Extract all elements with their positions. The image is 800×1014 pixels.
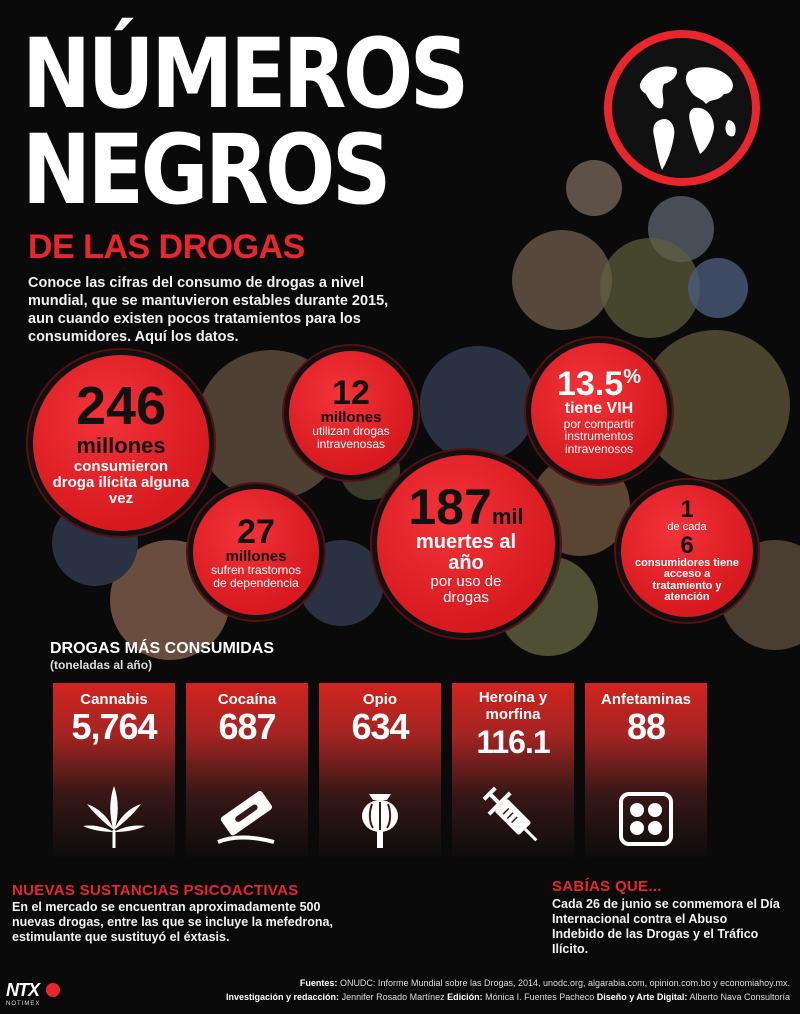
ntx-logo xyxy=(6,980,66,1010)
pills-icon xyxy=(611,782,681,852)
drugs-heading: DROGAS MÁS CONSUMIDAS xyxy=(50,640,275,657)
sources-label: Fuentes: xyxy=(299,978,338,988)
edition-text: Mónica I. Fuentes Pacheco xyxy=(485,992,595,1002)
stat-246-millones xyxy=(28,350,214,536)
logo-text: NTX xyxy=(6,980,39,1000)
drug-card-cannabis xyxy=(53,683,175,858)
stat-unit: millones xyxy=(320,408,382,426)
drug-value: 116.1 xyxy=(476,724,550,760)
stat-text: consumidores tiene acceso a xyxy=(635,556,739,581)
drug-card-cocaina xyxy=(186,683,308,858)
footer-sources xyxy=(300,978,790,988)
stat-number: 187 xyxy=(408,479,492,536)
drug-value: 687 xyxy=(218,706,276,747)
stat-text: utilizan drogas intravenosas xyxy=(312,423,390,451)
decor-bubble xyxy=(512,230,612,330)
stat-text: consumieron droga ilícita alguna vez xyxy=(52,458,190,507)
decor-bubble xyxy=(600,238,700,338)
subtitle: DE LAS DROGAS xyxy=(28,228,305,266)
decor-bubble xyxy=(566,160,622,216)
sabias-heading: SABÍAS QUE... xyxy=(552,878,662,895)
edition-label: Edición: xyxy=(447,992,483,1002)
research-label: Investigación y redacción: xyxy=(226,992,340,1002)
poppy-pod-icon xyxy=(345,782,415,852)
stat-unit: millones xyxy=(76,433,166,459)
stat-27-millones xyxy=(188,484,324,620)
drug-value: 634 xyxy=(351,706,409,747)
drug-name: Cannabis xyxy=(80,691,148,708)
stat-number: 12 xyxy=(332,373,370,412)
stat-number-1: 1 xyxy=(680,496,694,524)
logo-dot-icon xyxy=(46,983,60,997)
logo-subtext: NOTIMEX xyxy=(6,1001,41,1007)
drug-name: Opio xyxy=(362,691,398,708)
stat-number: 27 xyxy=(237,512,275,551)
stat-pct: % xyxy=(623,365,641,388)
stat-1-de-cada-6 xyxy=(616,480,758,622)
stat-unit: muertes al año xyxy=(415,531,517,575)
title-line-1: NÚMEROS xyxy=(22,18,466,130)
drugs-subheading: (toneladas al año) xyxy=(50,658,153,672)
stat-number-2: 6 xyxy=(680,531,694,559)
footer-credits xyxy=(226,992,790,1002)
syringe-icon xyxy=(478,782,548,852)
nuevas-text: En el mercado se encuentran aproximadamente 500 nuevas drogas, entre las que se incluye la mefedrona, estimulante que sustituyó el éxtasis. xyxy=(12,900,333,944)
title-line-2: NEGROS xyxy=(22,114,388,226)
stat-13-5-vih xyxy=(526,338,672,484)
stat-number: 246 xyxy=(75,376,167,437)
stat-mid: de cada xyxy=(667,521,707,534)
stat-unit: tiene VIH xyxy=(564,399,634,417)
stat-text-2: tratamiento y atención xyxy=(652,579,722,604)
drug-name: Heroína y morfina xyxy=(478,689,548,723)
sources-text: ONUDC: Informe Mundial sobre las Drogas, 2014, unodc.org, algarabia.com, opinion.com.bo y economiahoy.mx. xyxy=(339,978,790,988)
razor-blade-icon xyxy=(212,782,282,852)
intro-text: Conoce las cifras del consumo de drogas a nivel mundial, que se mantuvieron estables durante 2015, aun cuando existen pocos tratamientos para los consumidores. Aquí los datos. xyxy=(28,275,389,345)
stat-12-millones xyxy=(284,346,418,480)
nuevas-heading: NUEVAS SUSTANCIAS PSICOACTIVAS xyxy=(12,882,299,899)
decor-bubble xyxy=(420,346,536,462)
sabias-text: Cada 26 de junio se conmemora el Día Internacional contra el Abuso Indebido de las Drogas y el Tráfico Ilícito. xyxy=(552,897,780,956)
research-text: Jennifer Rosado Martínez xyxy=(341,992,445,1002)
cannabis-leaf-icon xyxy=(79,782,149,852)
stat-number: 13.5 xyxy=(557,364,624,403)
globe-icon xyxy=(602,28,762,188)
stat-unit: millones xyxy=(225,547,287,565)
drug-name: Anfetaminas xyxy=(600,691,692,708)
drug-card-anfetaminas xyxy=(585,683,707,858)
drug-card-opio xyxy=(319,683,441,858)
drug-card-heroina-morfina xyxy=(452,683,574,858)
stat-suffix: mil xyxy=(491,504,524,530)
stat-187-mil-muertes xyxy=(372,450,560,638)
stat-text: sufren trastornos de dependencia xyxy=(210,562,302,590)
stat-text: por compartir instrumentos intravenosos xyxy=(563,416,635,456)
stat-text: por uso de drogas xyxy=(430,573,502,606)
drug-value: 5,764 xyxy=(71,706,157,747)
drug-value: 88 xyxy=(626,706,666,747)
design-text: Alberto Nava Consultoría xyxy=(689,992,790,1002)
decor-bubble xyxy=(688,258,748,318)
design-label: Diseño y Arte Digital: xyxy=(596,992,688,1002)
drug-name: Cocaína xyxy=(217,691,277,708)
